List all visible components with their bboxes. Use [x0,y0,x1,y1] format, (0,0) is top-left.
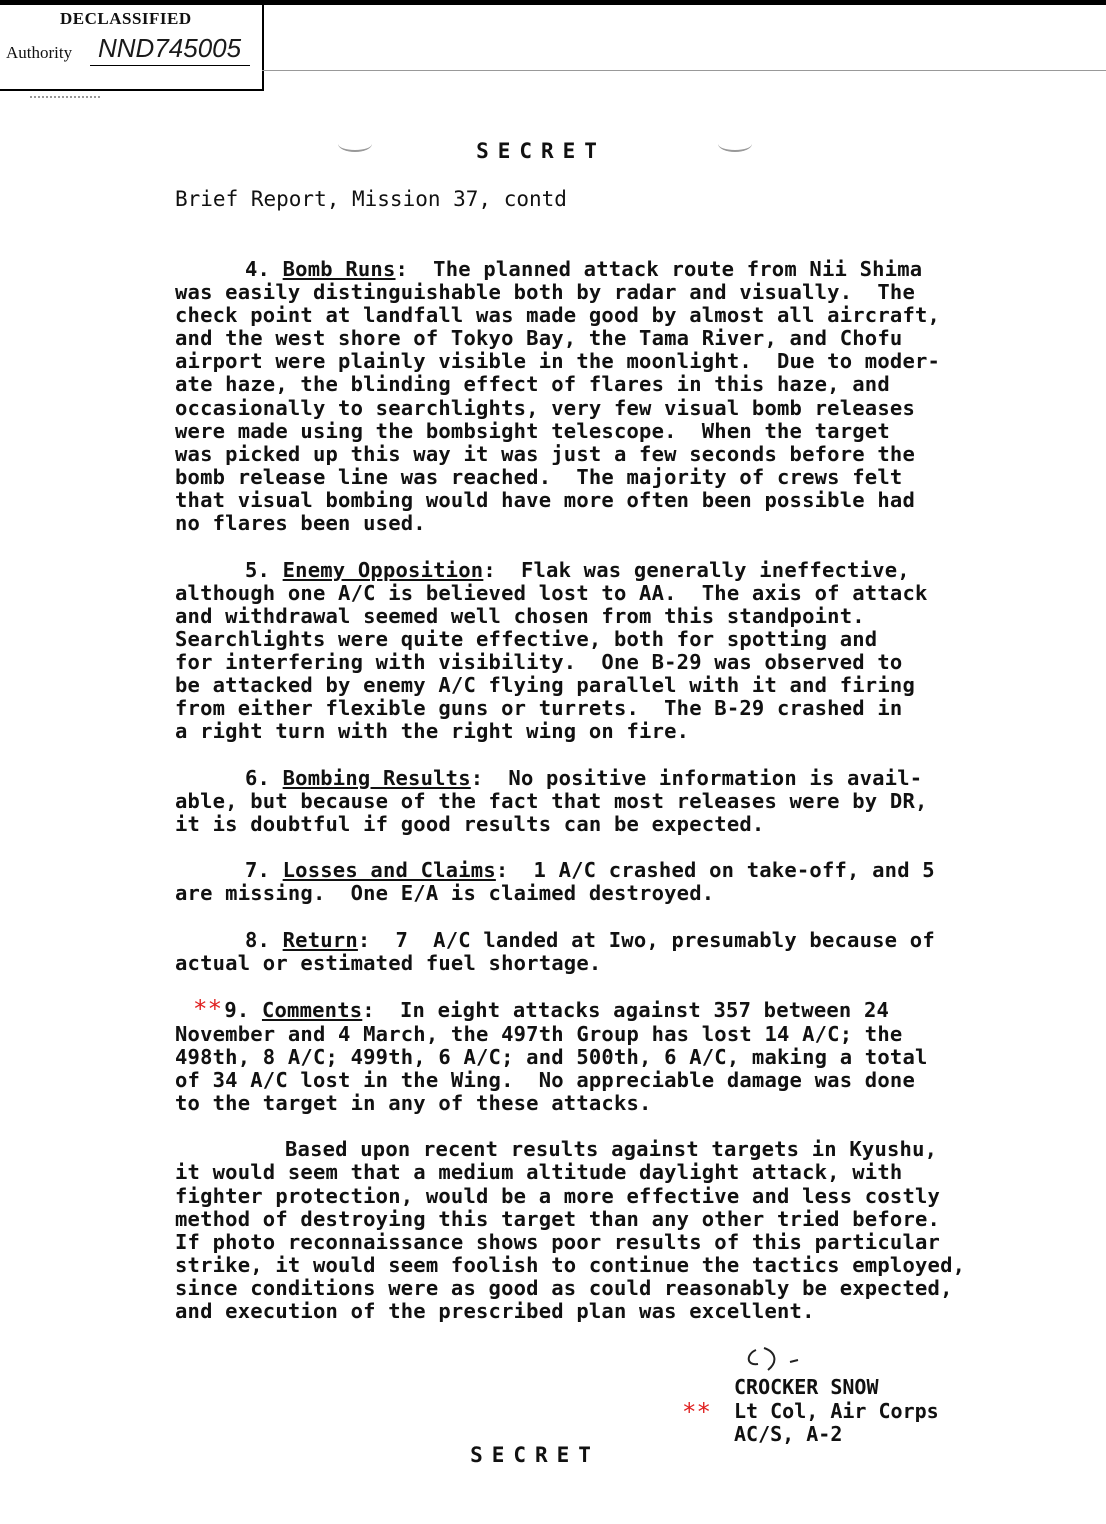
signer-rank: Lt Col, Air Corps [734,1398,939,1423]
paragraph-comments: **9. Comments: In eight attacks against 357 between 24 November and 4 March, the 497th Group has lost 14 A/C; the 498th, 8 A/C; 499th, 6 A/C; and 500th, 6 A/C, making a total of 34 A/C lost in the Wing. No appreciable damage was done to the target in any of these attacks. [175,995,928,1115]
header-rule [262,70,1106,71]
paragraph-losses-and-claims: 7. Losses and Claims: 1 A/C crashed on take-off, and 5 are missing. One E/A is claimed destroyed. [175,858,935,906]
red-asterisk-marker-signature: ** [682,1398,711,1426]
paragraph-enemy-opposition: 5. Enemy Opposition: Flak was generally ineffective, although one A/C is believed lost to AA. The axis of attack and withdrawal seemed well chosen from this standpoint. Searchlights were quite effective, both for spotting and for interfering with visibility. One B-29 was observed to be attacked by enemy A/C flying parallel with it and firing from either flexible guns or turrets. The B-29 crashed in a right turn with the right wing on fire. [175,557,928,744]
paragraph-bomb-runs: 4. Bomb Runs: The planned attack route from Nii Shima was easily distinguishable both by radar and visually. The check point at landfall was made good by almost all aircraft, and the west shore of Tokyo Bay, the Tama River, and Chofu airport were plainly visible in the moonlight. Due to moder- ate haze, the blinding effect of flares in this haze, and occasionally to searchlights, very few visual bomb releases were made using the bombsight telescope. When the target was picked up this way it was just a few seconds before the bomb release line was reached. The majority of crews felt that visual bombing would have more often been possible had no flares been used. [175,257,941,536]
paragraph-text: Flak was generally ineffective, although one A/C is believed lost to AA. The axis of attack and withdrawal seemed well chosen from this standpoint. Searchlights were quite effective, both for spotting and for interfering with visibility. One B-29 was observed to be attacked by enemy A/C flying parallel with it and firing from either flexible guns or turrets. The B-29 crashed in a right turn with the right wing on fire. [175,557,928,744]
stamp-underline [90,65,250,66]
scan-mark [30,96,100,104]
paragraph-closing [175,1138,1055,1323]
stamp-authority-value: NND745005 [98,33,242,63]
signer-name: CROCKER SNOW [734,1375,879,1399]
declassified-stamp [0,5,264,91]
paragraph-text: 7 A/C landed at Iwo, presumably because of actual or estimated fuel shortage. [175,927,935,975]
paragraph-text: The planned attack route from Nii Shima was easily distinguishable both by radar and visually. The check point at landfall was made good by almost all aircraft, and the west shore of Tokyo Bay, the Tama River, and Chofu airport were plainly visible in the moonlight. Due to moder- ate haze, the blinding effect of flares in this haze, and occasionally to searchlights, very few visual bomb releases were made using the bombsight telescope. When the target was picked up this way it was just a few seconds before the bomb release line was reached. The majority of crews felt that visual bombing would have more often been possible had no flares been used. [175,257,941,536]
signature-block [734,1376,939,1447]
paragraph-heading: Bomb Runs [282,257,396,281]
paragraph-number: 9. [224,998,250,1023]
paragraph-heading: Losses and Claims [282,858,496,883]
paragraph-text: 1 A/C crashed on take-off, and 5 are missing. One E/A is claimed destroyed. [175,858,935,906]
paragraph-return: 8. Return: 7 A/C landed at Iwo, presumably because of actual or estimated fuel shortage. [175,927,935,975]
paragraph-heading: Enemy Opposition [282,557,484,582]
paragraph-text: In eight attacks against 357 between 24 November and 4 March, the 497th Group has lost 14 A/C; the 498th, 8 A/C; 499th, 6 A/C; and 500th, 6 A/C, making a total of 34 A/C lost in the Wing. No appreciable damage was done to the target in any of these attacks. [175,998,928,1115]
classification-top: SECRET [476,139,606,163]
paragraph-number: 8. [245,927,271,952]
signature-scrawl-icon [742,1344,802,1376]
paragraph-number: 7. [245,858,271,883]
paragraph-heading: Comments [261,998,363,1023]
paragraph-number: 6. [245,765,271,790]
paragraph-heading: Return [282,927,358,952]
paragraph-text: No positive information is avail- able, but because of the fact that most releases were by DR, it is doubtful if good results can be expected. [175,765,928,836]
stamp-title: DECLASSIFIED [60,9,192,28]
paragraph-number: 5. [245,557,271,582]
report-subtitle: Brief Report, Mission 37, contd [175,187,567,211]
document-body [175,258,1055,1346]
signer-title: AC/S, A-2 [734,1422,843,1446]
closing-paragraph-text: Based upon recent results against targets in Kyushu, it would seem that a medium altitude daylight attack, with fighter protection, would be a more effective and less costly method of destroying this target than any other tried before. If photo reconnaissance shows poor results of this particular strike, it would seem foolish to continue the tactics employed, since conditions were as good as could reasonably be expected, and execution of the prescribed plan was excellent. [175,1137,966,1323]
paragraph-number: 4. [245,257,271,281]
red-asterisk-marker: ** [193,995,223,1024]
classification-bottom: SECRET [470,1443,600,1467]
paragraph-bombing-results: 6. Bombing Results: No positive information is avail- able, but because of the fact that most releases were by DR, it is doubtful if good results can be expected. [175,765,928,836]
stamp-authority-label: Authority [6,43,73,62]
paragraph-heading: Bombing Results [282,765,471,790]
